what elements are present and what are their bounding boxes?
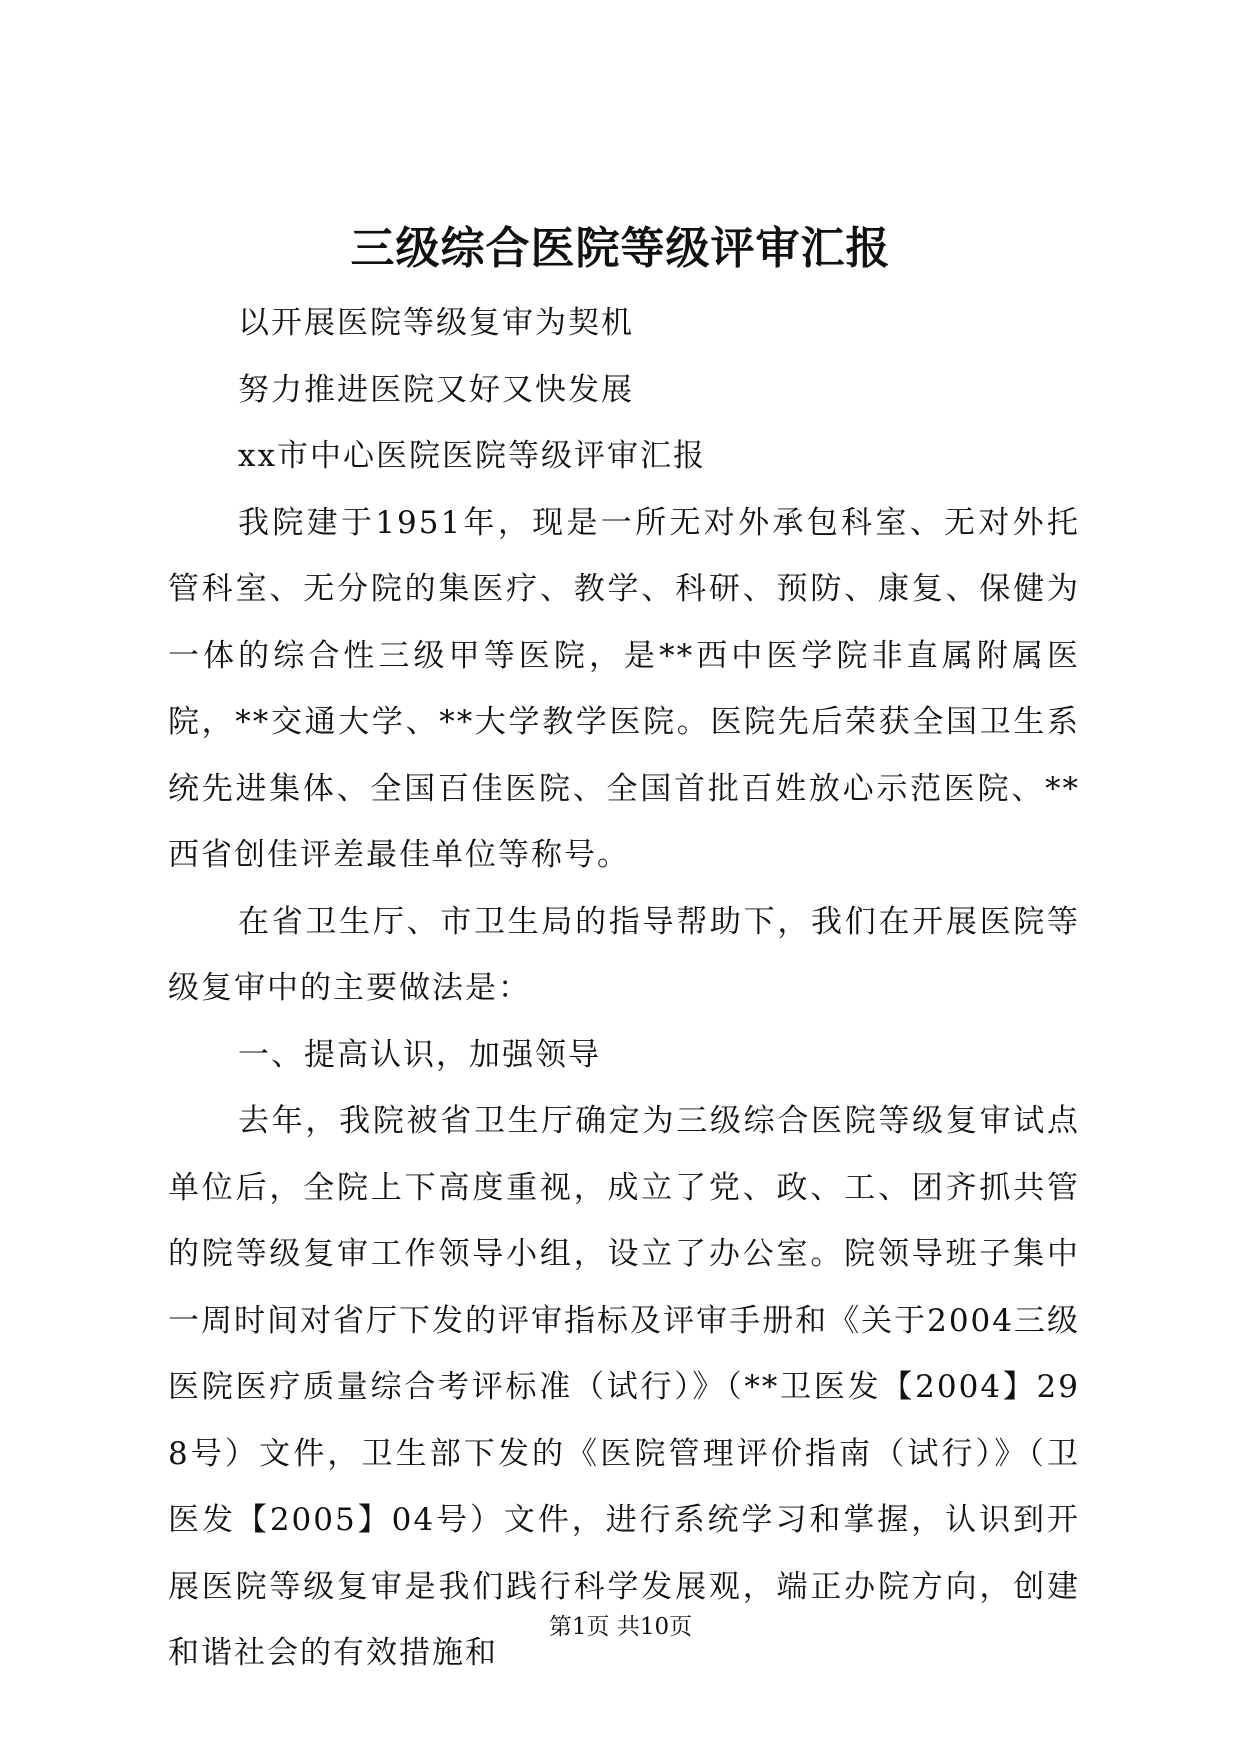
- paragraph-main-practices: 在省卫生厅、市卫生局的指导帮助下，我们在开展医院等级复审中的主要做法是：: [168, 903, 1080, 1006]
- document-body: [168, 290, 1080, 1687]
- paragraph-hospital-intro: 我院建于1951年，现是一所无对外承包科室、无对外托管科室、无分院的集医疗、教学、科研、预防、康复、保健为一体的综合性三级甲等医院，是**西中医学院非直属附属医院，**交通大学、**大学教学医院。医院先后荣获全国卫生系统先进集体、全国百佳医院、全国首批百姓放心示范医院、**西省创佳评差最佳单位等称号。: [168, 504, 1080, 873]
- paragraph-slogan-1: 以开展医院等级复审为契机: [238, 305, 634, 341]
- paragraph-slogan-2: 努力推进医院又好又快发展: [238, 371, 634, 408]
- section-heading-1: 一、提高认识，加强领导: [238, 1036, 601, 1073]
- document-title: 三级综合医院等级评审汇报: [350, 223, 891, 274]
- paragraph-section-1-body: 去年，我院被省卫生厅确定为三级综合医院等级复审试点单位后，全院上下高度重视，成立了党、政、工、团齐抓共管的院等级复审工作领导小组，设立了办公室。院领导班子集中一周时间对省厅下发的评审指标及评审手册和《关于2004三级医院医疗质量综合考评标准（试行）》（**卫医发【2004】298号）文件，卫生部下发的《医院管理评价指南（试行）》（卫医发【2005】04号）文件，进行系统学习和掌握，认识到开展医院等级复审是我们践行科学发展观，端正办院方向，创建和谐社会的有效措施和: [168, 1103, 1080, 1671]
- page-number-footer: 第1页 共10页: [548, 1614, 693, 1640]
- paragraph-report-title: xx市中心医院医院等级评审汇报: [238, 438, 706, 474]
